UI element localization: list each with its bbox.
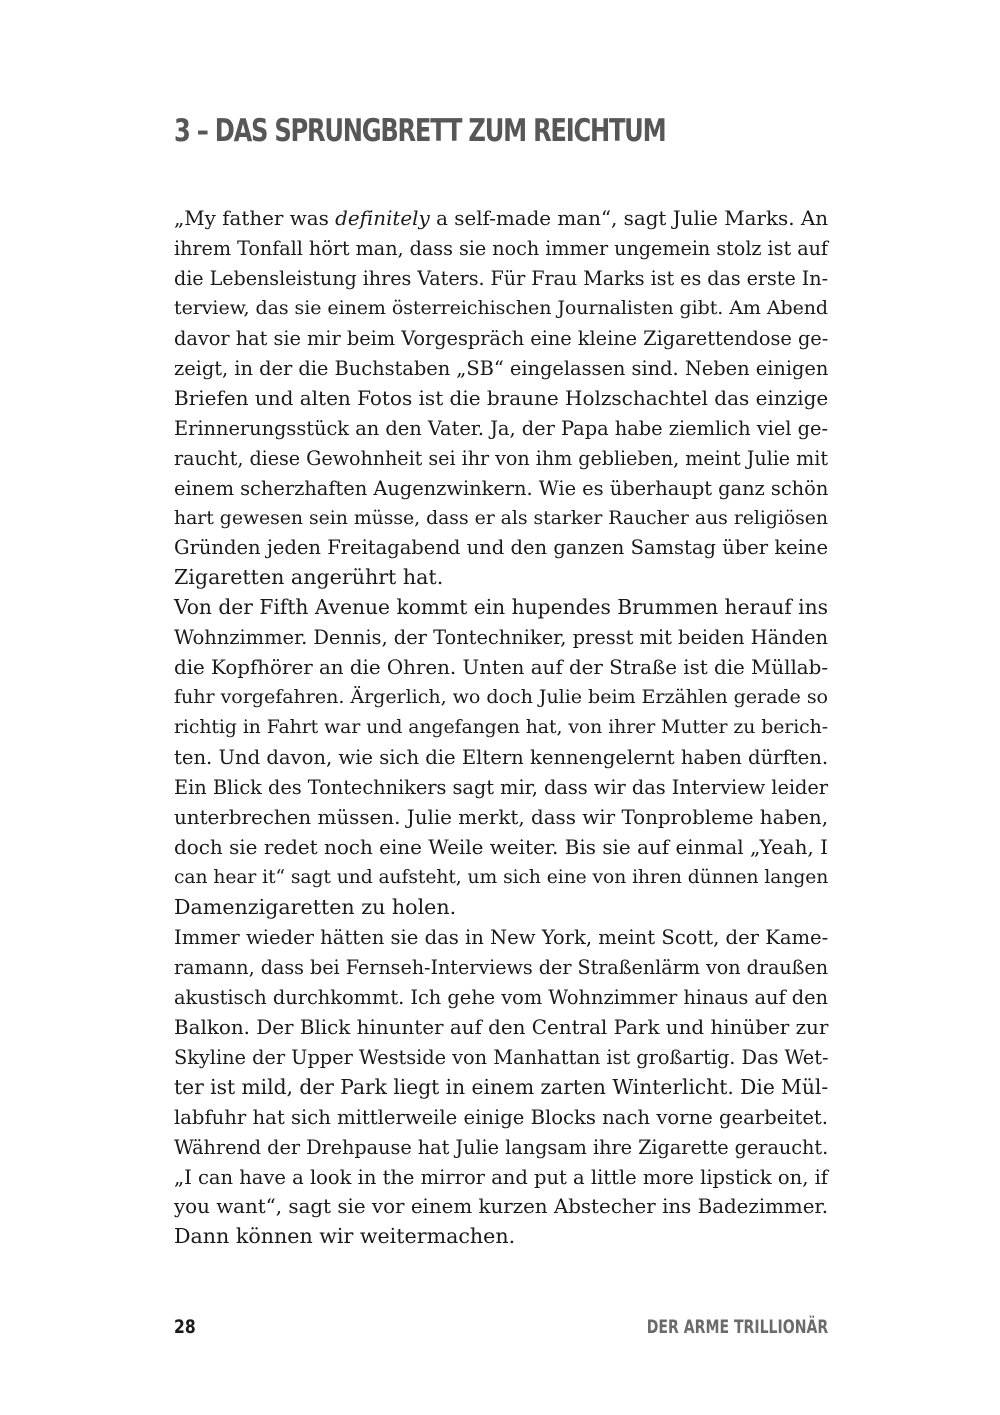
text-line: unterbrechen müssen. Julie merkt, dass wir Tonprobleme haben, — [174, 806, 828, 830]
text-line: Immer wieder hätten sie das in New York, meint Scott, der Kame- — [174, 925, 829, 949]
text-line: Damenzigaretten zu holen. — [174, 894, 457, 919]
page-number: 28 — [174, 1316, 196, 1338]
text-line: raucht, diese Gewohnheit sei ihr von ihm geblieben, meint Julie mit — [174, 446, 828, 470]
page-footer — [174, 1316, 828, 1342]
text-line: Ein Blick des Tontechnikers sagt mir, dass wir das Interview leider — [174, 776, 828, 800]
text-line: ihrem Tonfall hört man, dass sie noch immer ungemein stolz ist auf — [174, 236, 828, 260]
text-line: terview, das sie einem österreichischen Journalisten gibt. Am Abend — [174, 296, 828, 319]
text-segment: „My father was — [174, 207, 336, 230]
body-text — [174, 204, 828, 1252]
running-title: DER ARME TRILLIONÄR — [646, 1316, 828, 1338]
text-line: zeigt, in der die Buchstaben „SB“ eingelassen sind. Neben einigen — [174, 356, 829, 380]
text-line: die Kopfhörer an die Ohren. Unten auf der Straße ist die Müllab- — [174, 656, 829, 680]
emphasized-text: definitely — [335, 207, 430, 230]
text-line — [174, 204, 828, 234]
text-line: can hear it“ sagt und aufsteht, um sich eine von ihren dünnen langen — [174, 866, 829, 888]
text-line: ten. Und davon, wie sich die Eltern kennengelernt haben dürften. — [174, 746, 829, 770]
text-line: ter ist mild, der Park liegt in einem zarten Winterlicht. Die Mül- — [174, 1074, 829, 1099]
text-line: einem scherzhaften Augenzwinkern. Wie es überhaupt ganz schön — [174, 476, 829, 500]
text-line: „I can have a look in the mirror and put a little more lipstick on, if — [174, 1165, 828, 1189]
text-line: labfuhr hat sich mittlerweile einige Blocks nach vorne gearbeitet. — [174, 1105, 828, 1129]
text-line: Briefen und alten Fotos ist die braune Holzschachtel das einzige — [174, 385, 829, 410]
text-line: Erinnerungsstück an den Vater. Ja, der Papa habe ziemlich viel ge- — [174, 416, 828, 440]
text-line: Balkon. Der Blick hinunter auf den Central Park und hinüber zur — [174, 1015, 829, 1039]
text-line: Während der Drehpause hat Julie langsam ihre Zigarette geraucht. — [174, 1135, 829, 1159]
text-line: die Lebensleistung ihres Vaters. Für Frau Marks ist es das erste In- — [174, 266, 828, 290]
text-line: Wohnzimmer. Dennis, der Tontechniker, presst mit beiden Händen — [174, 626, 828, 650]
text-line: davor hat sie mir beim Vorgespräch eine kleine Zigarettendose ge- — [174, 326, 829, 350]
text-segment: a self-made man“, sagt Julie Marks. An — [429, 207, 828, 230]
text-line: ramann, dass bei Fernseh-Interviews der Straßenlärm von draußen — [174, 955, 828, 979]
text-line: you want“, sagt sie vor einem kurzen Abstecher ins Badezimmer. — [174, 1195, 828, 1219]
text-line: Zigaretten angerührt hat. — [174, 565, 444, 590]
chapter-title: 3 – DAS SPRUNGBRETT ZUM REICHTUM — [174, 113, 666, 149]
text-line: akustisch durchkommt. Ich gehe vom Wohnzimmer hinaus auf den — [174, 985, 829, 1009]
text-line: Skyline der Upper Westside von Manhattan ist großartig. Das Wet- — [174, 1045, 829, 1069]
text-line: doch sie redet noch eine Weile weiter. Bis sie auf einmal „Yeah, I — [174, 835, 828, 860]
text-line: Dann können wir weitermachen. — [174, 1224, 516, 1249]
text-line: fuhr vorgefahren. Ärgerlich, wo doch Julie beim Erzählen gerade so — [174, 686, 828, 709]
text-line: richtig in Fahrt war und angefangen hat, von ihrer Mutter zu berich- — [174, 717, 828, 739]
text-line: Gründen jeden Freitagabend und den ganzen Samstag über keine — [174, 536, 828, 560]
text-line: hart gewesen sein müsse, dass er als starker Raucher aus religiösen — [174, 506, 828, 529]
text-line: Von der Fifth Avenue kommt ein hupendes Brummen herauf ins — [174, 595, 828, 620]
